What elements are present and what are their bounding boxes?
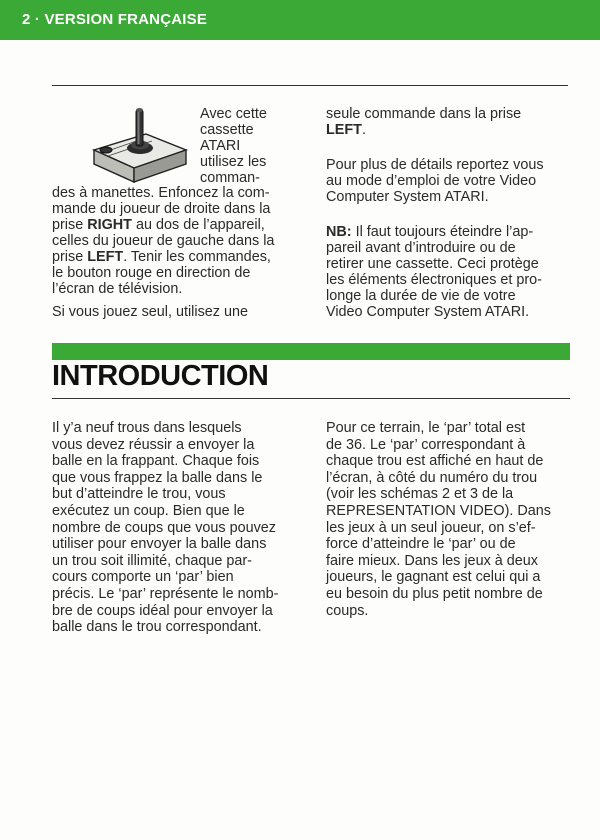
intro-wrap-line-2: cassette — [200, 122, 254, 138]
right-p1-line-1: seule commande dans la prise — [326, 106, 522, 122]
joystick-icon — [86, 104, 192, 186]
sec-right-line: l’écran, à côté du numéro du trou — [326, 469, 538, 486]
sec-left-line: cours comporte un ‘par’ bien — [52, 569, 234, 586]
right-nb-line-3: retirer une cassette. Ceci protège — [326, 256, 539, 272]
left-line-3: prise RIGHT au dos de l’appareil, — [52, 217, 265, 233]
left-port-label: LEFT — [87, 249, 124, 265]
sec-right-line: coups. — [326, 602, 369, 619]
sec-left-line: vous devez réussir a envoyer la — [52, 436, 255, 453]
section-green-bar — [52, 343, 570, 360]
right-nb-line-2: pareil avant d’introduire ou de — [326, 240, 516, 256]
intro-wrap-line-3: ATARI — [200, 138, 241, 154]
left-port-label-2: LEFT — [326, 122, 362, 138]
sec-right-line: joueurs, le gagnant est celui qui a — [326, 569, 541, 586]
intro-wrap-line-4: utilisez les — [200, 154, 267, 170]
top-divider — [52, 85, 568, 86]
sec-right-line: eu besoin du plus petit nombre de — [326, 586, 543, 602]
sec-right-line: REPRESENTATION VIDEO). Dans — [326, 503, 551, 519]
section-divider — [52, 398, 570, 399]
sec-left-line: balle en la frappant. Chaque fois — [52, 453, 260, 470]
sec-left-line: un trou soit illimité, chaque par- — [52, 552, 252, 569]
sec-left-line: Il y’a neuf trous dans lesquels — [52, 420, 242, 436]
right-nb-line-4: les éléments électroniques et pro- — [326, 272, 542, 288]
sec-left-line: exécutez un coup. Bien que le — [52, 503, 245, 519]
intro-wrap-line-1: Avec cette — [200, 106, 267, 122]
sec-right-line: (voir les schémas 2 et 3 de la — [326, 486, 514, 503]
sec-left-line: précis. Le ‘par’ représente le nomb- — [52, 586, 279, 602]
right-nb-line-6: Video Computer System ATARI. — [326, 304, 530, 320]
section-title: INTRODUCTION — [52, 360, 269, 392]
left-line-5: prise LEFT. Tenir les commandes, — [52, 249, 271, 265]
right-port-label: RIGHT — [87, 217, 132, 233]
sec-right-line: faire mieux. Dans les jeux à deux — [326, 552, 538, 569]
left-line-2: mande du joueur de droite dans la — [52, 201, 271, 217]
sec-left-line: bre de coups idéal pour envoyer la — [52, 602, 273, 619]
sec-right-line: Pour ce terrain, le ‘par’ total est — [326, 420, 526, 436]
nb-label: NB: — [326, 224, 352, 240]
right-nb-line-1: NB: Il faut toujours éteindre l’ap- — [326, 224, 534, 240]
sec-left-line: que vous frappez la balle dans le — [52, 469, 263, 486]
left-line-4: celles du joueur de gauche dans la — [52, 233, 275, 249]
right-p2-line-2: au mode d’emploi de votre Video — [326, 173, 537, 189]
sec-right-line: force d’atteindre le ‘par’ ou de — [326, 536, 516, 553]
right-p2-line-3: Computer System ATARI. — [326, 189, 489, 205]
left-line-7: l’écran de télévision. — [52, 281, 183, 297]
right-nb-line-5: longe la durée de vie de votre — [326, 288, 516, 304]
right-p2-line-1: Pour plus de détails reportez vous — [326, 157, 544, 173]
right-p1-line-2: LEFT. — [326, 122, 366, 138]
page-header-label: 2 · VERSION FRANÇAISE — [22, 11, 208, 28]
sec-right-line: de 36. Le ‘par’ correspondant à — [326, 436, 526, 453]
sec-right-line: chaque trou est affiché en haut de — [326, 453, 544, 470]
left-line-6: le bouton rouge en direction de — [52, 265, 251, 281]
sec-left-line: but d’atteindre le trou, vous — [52, 486, 226, 503]
intro-wrap-line-5: comman- — [200, 170, 260, 186]
sec-right-line: les jeux à un seul joueur, on s’ef- — [326, 519, 536, 536]
left-line-1: des à manettes. Enfoncez la com- — [52, 185, 270, 201]
sec-left-line: nombre de coups que vous pouvez — [52, 519, 277, 536]
sec-left-line: utiliser pour envoyer la balle dans — [52, 536, 267, 553]
sec-left-line: balle dans le trou correspondant. — [52, 619, 262, 636]
left-para-2: Si vous jouez seul, utilisez une — [52, 304, 248, 320]
